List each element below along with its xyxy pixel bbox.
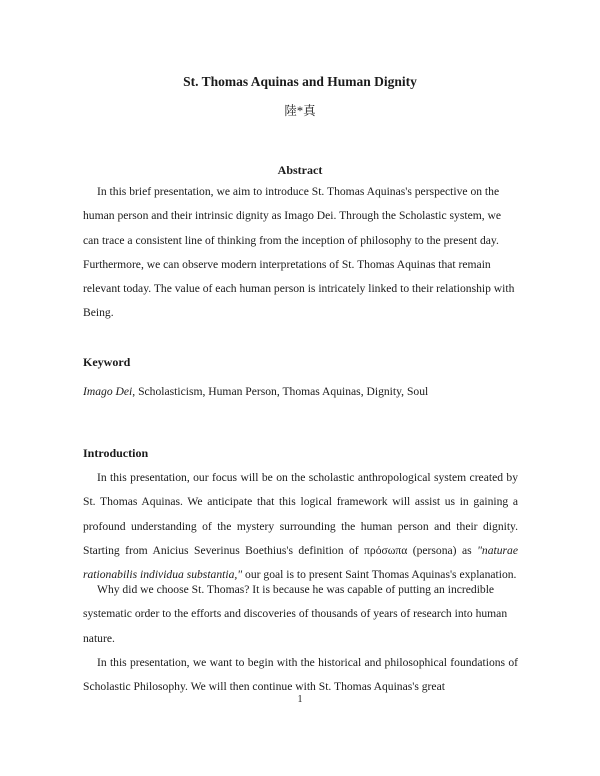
abstract-paragraph: In this brief presentation, we aim to introduce St. Thomas Aquinas's perspective on the human person and their intrinsic dignity as Imago Dei. Through the Scholastic system, we can trace a consistent line of thinking from the inception of philosophy to the present day. Furthermore, we can observe modern interpretations of St. Thomas Aquinas that remain relevant today. The value of each human person is intricately linked to their relationship with Being. xyxy=(83,185,515,320)
boethius-definition: "naturae rationabilis individua substantia," xyxy=(83,543,518,582)
keywords-list: , Scholasticism, Human Person, Thomas Aquinas, Dignity, Soul xyxy=(132,385,429,398)
intro-paragraph-2: Why did we choose St. Thomas? It is because he was capable of putting an incredible systematic order to the efforts and discoveries of thousands of years of research into human nature. xyxy=(83,583,508,645)
abstract-heading: Abstract xyxy=(277,163,323,177)
author-name: 陸*真 xyxy=(284,104,316,118)
intro-paragraph-1 xyxy=(83,466,518,587)
page-number: 1 xyxy=(297,694,303,705)
intro-paragraph-3: In this presentation, we want to begin with the historical and philosophical foundations of Scholastic Philosophy. We will then continue with St. Thomas Aquinas's great xyxy=(83,656,518,694)
introduction-heading: Introduction xyxy=(83,446,149,460)
intro-p1-text-b: our goal is to present Saint Thomas Aquinas's explanation. xyxy=(242,568,517,582)
intro-p1-text-a: In this presentation, our focus will be on the scholastic anthropological system created by St. Thomas Aquinas. We anticipate that this logical framework will assist us in gaining a profound understanding of the mystery surrounding the human person and their dignity. Starting from Anicius Severinus Boethius's definition of πρόσωπα (persona) as xyxy=(83,471,518,557)
keyword-imago-dei: Imago Dei xyxy=(83,385,133,398)
document-title: St. Thomas Aquinas and Human Dignity xyxy=(183,74,417,89)
keyword-heading: Keyword xyxy=(83,355,131,369)
keywords-line xyxy=(83,380,518,404)
